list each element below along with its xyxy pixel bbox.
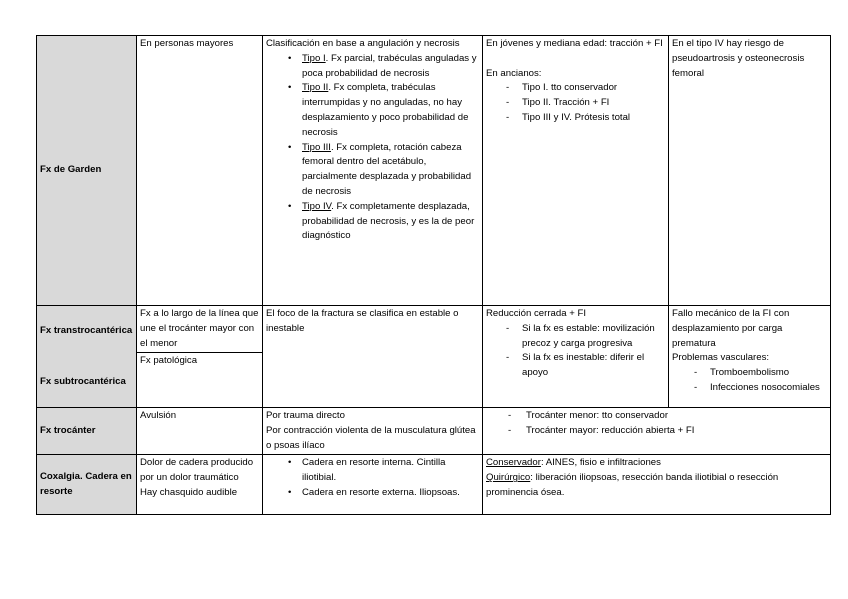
list-item: - Si la fx es estable: movilización precoz y carga progresiva — [486, 322, 665, 352]
quirurgico-text: : liberación iliopsoas, resección banda iliotibial o resección prominencia ósea. — [486, 472, 779, 498]
garden-types-list — [266, 52, 479, 244]
row-label-trocanter: Fx trocánter — [37, 408, 137, 455]
trans-treatment-intro: Reducción cerrada + FI — [486, 308, 586, 319]
trans-description — [137, 306, 263, 408]
trocanter-treatment-list — [486, 409, 827, 439]
list-item: - Tromboembolismo — [672, 366, 827, 381]
conservador-text: : AINES, fisio e infiltraciones — [540, 457, 661, 469]
trans-treatment — [483, 306, 669, 408]
coxalgia-quirurgico — [486, 471, 827, 501]
trocanter-mech-2: Por contracción violenta de la musculatura glútea o psoas ilíaco — [266, 424, 476, 451]
garden-elderly-label: En ancianos: — [486, 67, 542, 79]
trans-complications — [669, 306, 831, 408]
garden-elderly-list — [486, 81, 665, 125]
coxalgia-types-list — [266, 456, 479, 500]
trocanter-description: Avulsión — [137, 408, 263, 455]
garden-complications: En el tipo IV hay riesgo de pseudoartrosis y osteonecrosis femoral — [669, 36, 831, 306]
garden-young: En jóvenes y mediana edad: tracción + FI — [486, 38, 663, 49]
type-text: . Fx completa, trabéculas interrumpidas y no anguladas, no hay desplazamiento y poco probabilidad de necrosis — [302, 82, 469, 138]
type-name: Tipo II — [302, 82, 329, 94]
garden-treatment — [483, 36, 669, 306]
trans-treatment-list — [486, 322, 665, 381]
trans-classification: El foco de la fractura se clasifica en estable o inestable — [263, 306, 483, 408]
row-transtrocanterica — [37, 306, 831, 408]
list-item: - Tipo III y IV. Prótesis total — [486, 111, 665, 126]
garden-classification — [263, 36, 483, 306]
list-item: - Trocánter menor: tto conservador — [486, 409, 827, 424]
row-label-coxalgia: Coxalgia. Cadera en resorte — [37, 455, 137, 515]
type-name: Tipo I — [302, 52, 326, 64]
row-coxalgia — [37, 455, 831, 515]
row-garden — [37, 36, 831, 306]
garden-type-2 — [266, 81, 479, 140]
coxalgia-desc-1: Dolor de cadera producido por un dolor traumático — [140, 457, 254, 484]
trans-comp-2: Problemas vasculares: — [672, 352, 770, 364]
trocanter-mech-1: Por trauma directo — [266, 410, 345, 421]
garden-class-intro: Clasificación en base a angulación y necrosis — [266, 38, 460, 49]
garden-type-1 — [266, 52, 479, 82]
garden-type-4 — [266, 200, 479, 244]
garden-type-3 — [266, 141, 479, 200]
type-text: . Fx parcial, trabéculas anguladas y poca probabilidad de necrosis — [302, 52, 477, 79]
row-label-trans — [37, 306, 137, 408]
coxalgia-description — [137, 455, 263, 515]
type-name: Tipo III — [302, 141, 331, 153]
summary-table — [36, 35, 831, 515]
list-item: - Tipo II. Tracción + FI — [486, 96, 665, 111]
row-label-subtrocanterica: Fx subtrocantérica — [40, 375, 126, 387]
coxalgia-types — [263, 455, 483, 515]
list-item: • Cadera en resorte externa. Iliopsoas. — [266, 486, 479, 501]
trans-comp-1: Fallo mecánico de la FI con desplazamiento por carga prematura — [672, 308, 790, 349]
row-label-garden: Fx de Garden — [37, 36, 137, 306]
trans-desc-2: Fx patológica — [140, 355, 198, 366]
conservador-label: Conservador — [486, 457, 541, 469]
list-item: - Trocánter mayor: reducción abierta + FI — [486, 424, 827, 439]
coxalgia-conservador — [486, 456, 827, 471]
trocanter-treatment — [483, 408, 831, 455]
row-trocanter — [37, 408, 831, 455]
list-item: - Si la fx es inestable: diferir el apoyo — [486, 351, 665, 381]
trans-desc-1: Fx a lo largo de la línea que une el trocánter mayor con el menor — [137, 306, 262, 353]
trocanter-mechanism — [263, 408, 483, 455]
list-item: - Infecciones nosocomiales — [672, 381, 827, 396]
coxalgia-desc-2: Hay chasquido audible — [140, 486, 238, 498]
list-item: - Tipo I. tto conservador — [486, 81, 665, 96]
type-name: Tipo IV — [302, 200, 332, 212]
coxalgia-treatment — [483, 455, 831, 515]
type-text: . Fx completa, rotación cabeza femoral dentro del acetábulo, parcialmente desplazada y probabilidad de necrosis — [302, 141, 472, 197]
trans-comp-list — [672, 366, 827, 396]
row-label-transtrocanterica: Fx transtrocantérica — [40, 324, 133, 336]
type-text: . Fx completamente desplazada, probabilidad de necrosis, y es la de peor diagnóstico — [302, 200, 475, 242]
quirurgico-label: Quirúrgico — [486, 472, 531, 484]
list-item: • Cadera en resorte interna. Cintilla iliotibial. — [266, 456, 479, 486]
garden-population: En personas mayores — [137, 36, 263, 306]
